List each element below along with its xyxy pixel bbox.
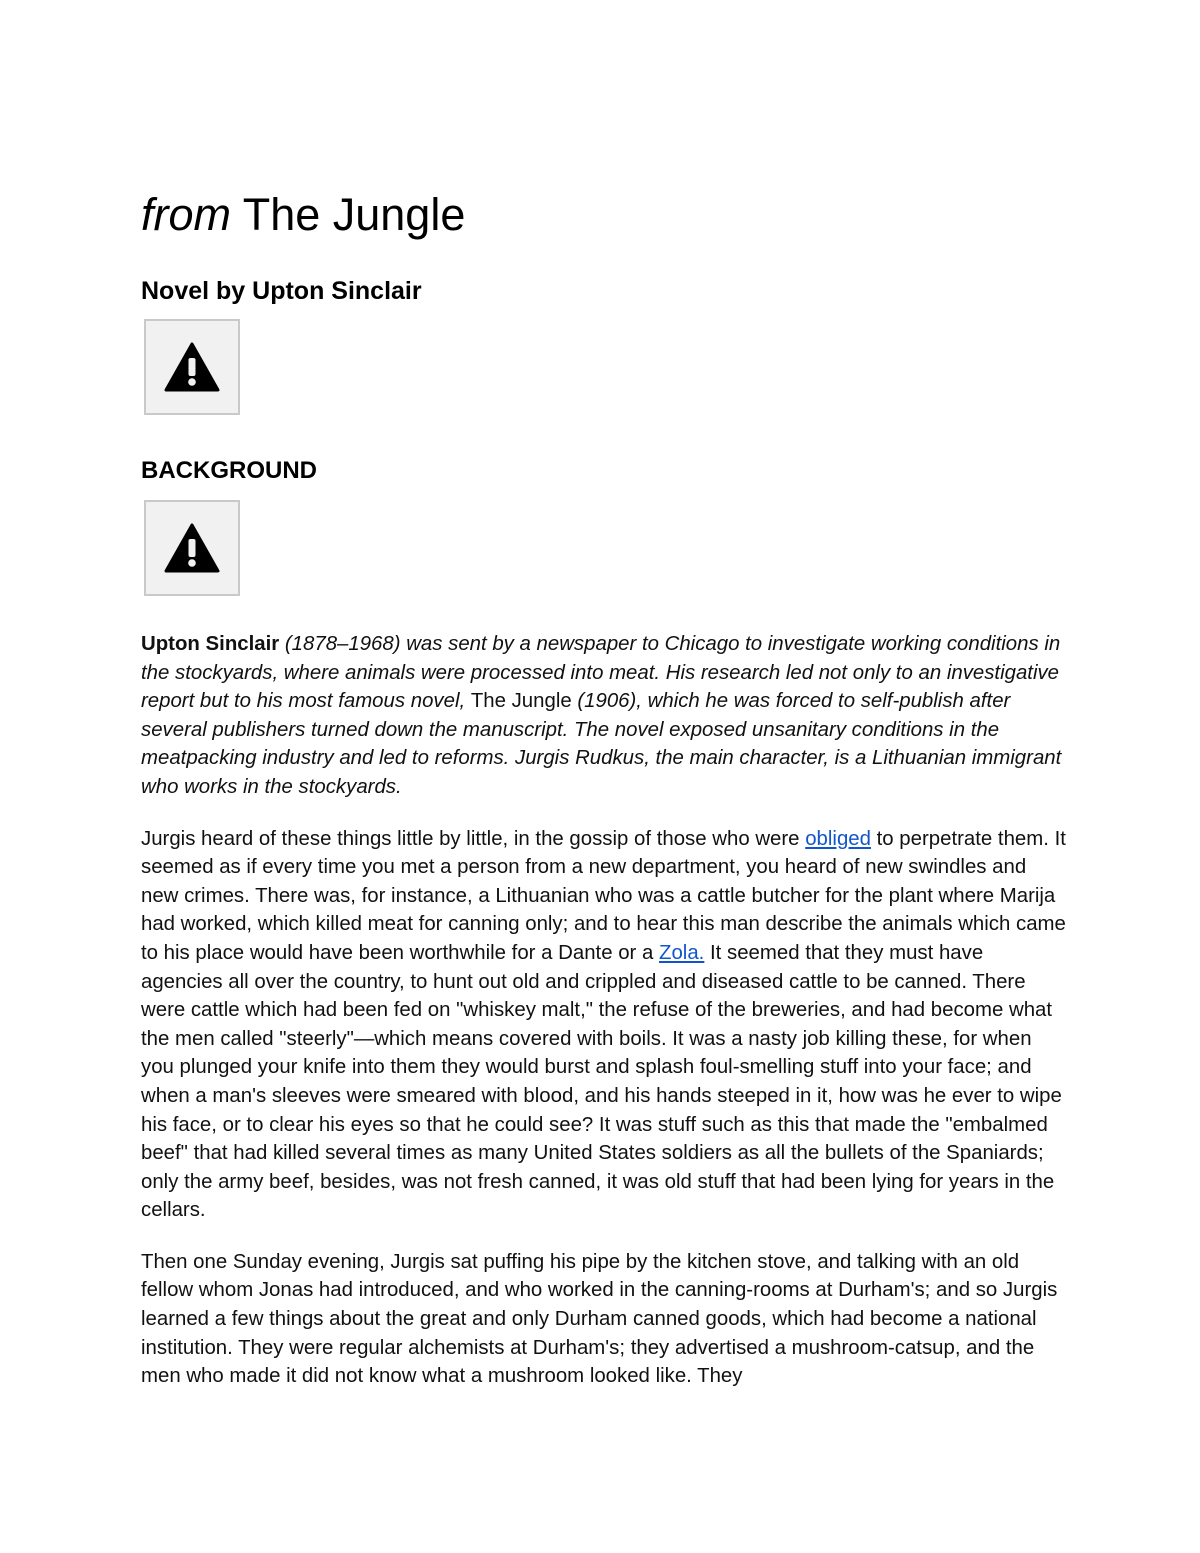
excerpt-paragraph-2: Then one Sunday evening, Jurgis sat puffing his pipe by the kitchen stove, and talking with an old fellow whom Jonas had introduced, and who worked in the canning-rooms at Durham's; and so Jurgis learned a few things about the great and only Durham canned goods, which had become a national institution. They were regular alchemists at Durham's; they advertised a mushroom-catsup, and the men who made it did not know what a mushroom looked like. They (141, 1250, 1058, 1388)
excerpt-paragraph-1 (141, 825, 1066, 1225)
warning-icon (164, 341, 220, 393)
byline: Novel by Upton Sinclair (141, 277, 422, 305)
intro-book-title: The Jungle (470, 690, 572, 713)
intro-text-2: (1906), which he was forced to self-publish after several publishers turned down the manuscript. The novel exposed unsanitary conditions in the meatpacking industry and led to reforms. Jurgis Rudkus, the main character, is a Lithuanian immigrant who works in the stockyards. (141, 690, 1062, 798)
paragraph-1-text-1: Jurgis heard of these things little by little, in the gossip of those who were (141, 827, 806, 850)
glossary-link-zola[interactable]: Zola. (659, 941, 705, 964)
title-prefix: from (141, 189, 231, 240)
intro-text-1: (1878–1968) was sent by a newspaper to Chicago to investigate working conditions in the stockyards, where animals were processed into meat. His research led not only to an investigative report but to his most famous novel, (141, 633, 1061, 713)
body-text (141, 630, 1066, 1414)
intro-author: Upton Sinclair (141, 633, 280, 655)
title-main: The Jungle (242, 189, 466, 240)
warning-icon (164, 522, 220, 574)
intro-paragraph (141, 630, 1066, 802)
broken-image-placeholder (144, 319, 240, 415)
broken-image-placeholder (144, 500, 240, 596)
paragraph-1-text-3: It seemed that they must have agencies all over the country, to hunt out old and crippled and diseased cattle to be canned. There were cattle which had been fed on "whiskey malt," the refuse of the breweries, and had become what the men called "steerly"—which means covered with boils. It was a nasty job killing these, for when you plunged your knife into them they would burst and splash foul-smelling stuff into your face; and when a man's sleeves were smeared with blood, and his hands steeped in it, how was he ever to wipe his face, or to clear his eyes so that he could see? It was stuff such as this that made the "embalmed beef" that had killed several times as many United States soldiers as all the bullets of the Spaniards; only the army beef, besides, was not fresh canned, it was old stuff that had been lying for years in the cellars. (141, 941, 1062, 1222)
document-title (141, 188, 1066, 242)
document-page (141, 188, 1066, 1388)
glossary-link-obliged[interactable]: obliged (805, 827, 871, 850)
section-heading: BACKGROUND (141, 457, 317, 484)
paragraph-1-text-2: to perpetrate them. It seemed as if every time you met a person from a new department, you heard of new swindles and new crimes. There was, for instance, a Lithuanian who was a cattle butcher for the plant where Marija had worked, which killed meat for canning only; and to hear this man describe the animals which came to his place would have been worthwhile for a Dante or a (141, 827, 1066, 964)
